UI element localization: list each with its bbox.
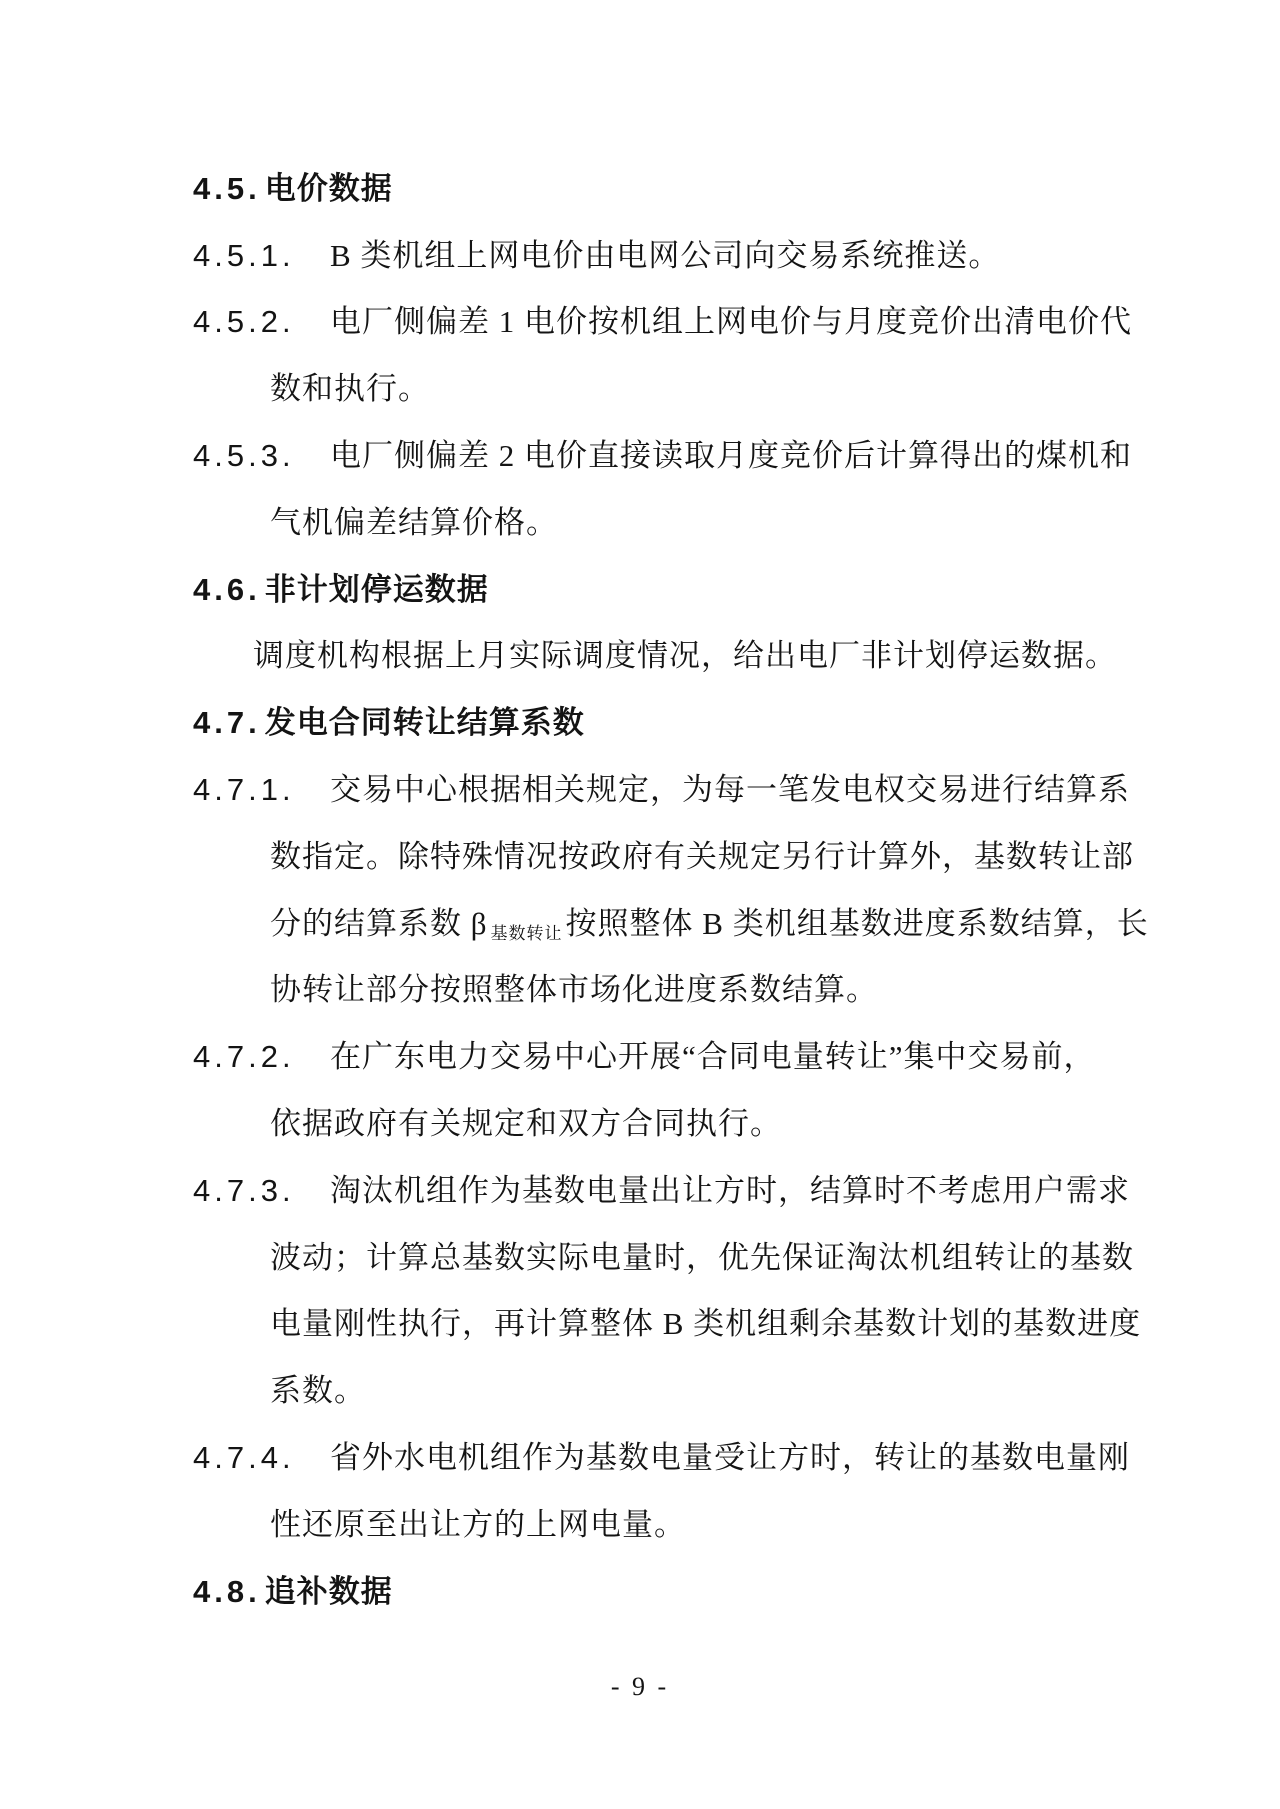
section-title: 非计划停运数据 — [264, 571, 489, 607]
page-number: - 9 - — [610, 1672, 670, 1701]
item-number: 4.7.1. — [193, 772, 295, 808]
item-text: 电厂侧偏差 2 电价直接读取月度竞价后计算得出的煤机和 — [330, 438, 1132, 474]
continuation-line — [193, 489, 1133, 556]
continuation-line — [193, 1224, 1133, 1291]
item-4-5-1 — [193, 222, 1133, 289]
continuation-line — [193, 823, 1133, 890]
section-title: 发电合同转让结算系数 — [264, 705, 585, 741]
section-number: 4.6. — [193, 571, 261, 607]
section-heading-4-6 — [193, 556, 1133, 623]
continuation-line — [193, 1291, 1142, 1358]
section-heading-4-7 — [193, 689, 1133, 756]
item-text: 协转让部分按照整体市场化进度系数结算。 — [270, 972, 878, 1008]
continuation-line — [193, 1357, 1133, 1424]
item-text: 气机偏差结算价格。 — [270, 504, 558, 540]
item-number: 4.7.3. — [193, 1172, 295, 1208]
continuation-line — [193, 1491, 1133, 1558]
continuation-line-beta — [193, 890, 1149, 957]
item-text: 电量刚性执行，再计算整体 B 类机组剩余基数计划的基数进度 — [270, 1306, 1142, 1342]
item-text: 省外水电机组作为基数电量受让方时，转让的基数电量刚 — [330, 1440, 1130, 1476]
item-text: 淘汰机组作为基数电量出让方时，结算时不考虑用户需求 — [330, 1172, 1130, 1208]
item-text: 在广东电力交易中心开展“合同电量转让”集中交易前， — [330, 1039, 1096, 1075]
paragraph-text: 调度机构根据上月实际调度情况，给出电厂非计划停运数据。 — [253, 638, 1117, 674]
item-number: 4.7.4. — [193, 1440, 295, 1476]
item-number: 4.5.1. — [193, 237, 295, 273]
item-4-7-3 — [193, 1157, 1133, 1224]
continuation-line — [193, 1090, 1133, 1157]
section-number: 4.7. — [193, 705, 261, 741]
section-heading-4-5 — [193, 155, 1133, 222]
item-text: 交易中心根据相关规定，为每一笔发电权交易进行结算系 — [330, 772, 1130, 808]
item-text: B 类机组上网电价由电网公司向交易系统推送。 — [330, 237, 1001, 273]
item-text: 波动；计算总基数实际电量时，优先保证淘汰机组转让的基数 — [270, 1239, 1134, 1275]
item-text: 数指定。除特殊情况按政府有关规定另行计算外，基数转让部 — [270, 838, 1134, 874]
section-title: 电价数据 — [264, 170, 393, 206]
item-4-7-1 — [193, 756, 1133, 823]
item-4-7-2 — [193, 1023, 1133, 1090]
item-4-5-3 — [193, 422, 1133, 489]
item-4-7-4 — [193, 1424, 1133, 1491]
item-text: 按照整体 B 类机组基数进度系数结算，长 — [565, 905, 1149, 941]
continuation-line — [193, 957, 1133, 1024]
section-number: 4.8. — [193, 1573, 261, 1609]
item-text: 性还原至出让方的上网电量。 — [270, 1506, 686, 1542]
item-text: 电厂侧偏差 1 电价按机组上网电价与月度竞价出清电价代 — [330, 304, 1132, 340]
beta-subscript: 基数转让 — [490, 923, 563, 943]
item-text: 系数。 — [270, 1373, 366, 1409]
item-text: 分的结算系数 β — [270, 905, 488, 941]
item-text: 依据政府有关规定和双方合同执行。 — [270, 1106, 782, 1142]
item-number: 4.5.3. — [193, 438, 295, 474]
item-number: 4.5.2. — [193, 304, 295, 340]
section-number: 4.5. — [193, 170, 261, 206]
document-body — [193, 155, 1149, 1625]
continuation-line — [193, 355, 1133, 422]
item-number: 4.7.2. — [193, 1039, 295, 1075]
item-text: 数和执行。 — [270, 371, 430, 407]
section-title: 追补数据 — [264, 1573, 393, 1609]
paragraph-line — [193, 623, 1133, 690]
item-4-5-2 — [193, 289, 1133, 356]
section-heading-4-8 — [193, 1558, 1133, 1625]
